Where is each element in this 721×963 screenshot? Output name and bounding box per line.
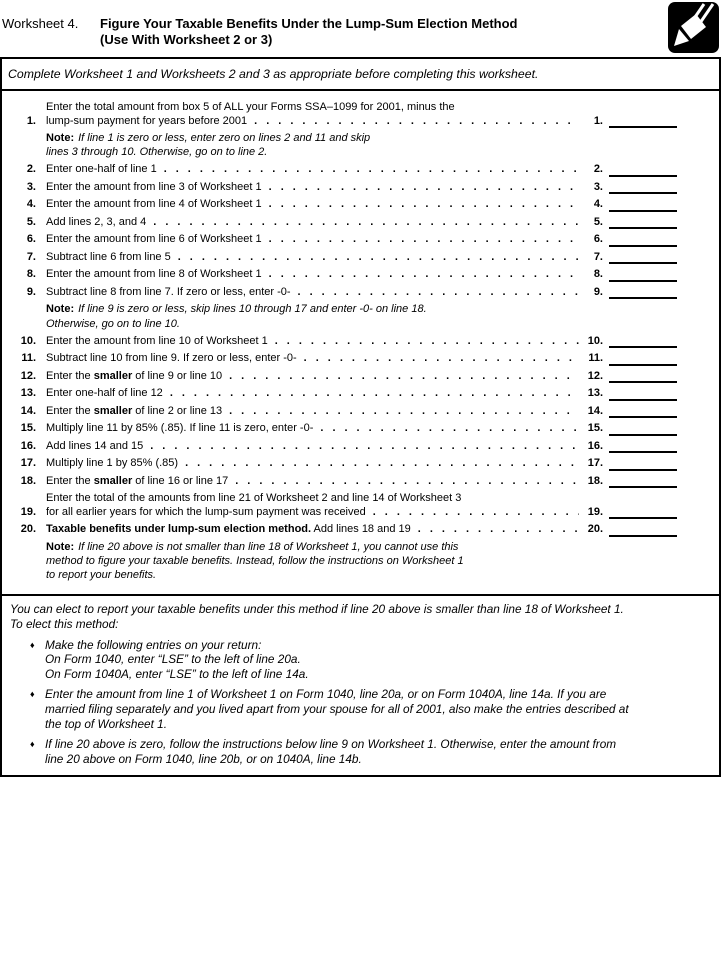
dot-leader [170, 387, 579, 401]
worksheet-line [14, 457, 719, 471]
worksheet-line-item [14, 251, 719, 265]
entry [579, 233, 719, 247]
line-number: 11. [21, 352, 36, 365]
line-text-segment: Add lines 18 and 19 [311, 523, 411, 536]
line-text [46, 440, 579, 454]
bullet-text-line: Make the following entries on your return: [45, 637, 262, 652]
entry [579, 198, 719, 212]
entry [579, 163, 719, 177]
line-text-segment: Enter the amount from line 6 of Worksheet 1 [46, 233, 262, 246]
entry-blank[interactable] [609, 354, 677, 366]
dot-leader [235, 475, 579, 489]
worksheet-box [0, 89, 721, 596]
line-text [46, 198, 579, 212]
worksheet-line [14, 475, 719, 489]
line-text-segment: Enter the [46, 474, 94, 487]
entry-number: 18. [587, 474, 603, 487]
line-text-row [46, 181, 579, 195]
line-text-row [46, 457, 579, 471]
entry [579, 352, 719, 366]
worksheet-line [14, 163, 719, 177]
bullet-icon: ♦ [30, 639, 35, 650]
note-line [46, 302, 719, 316]
line-number: 6. [26, 233, 36, 246]
note-line [46, 317, 719, 331]
note-line [46, 554, 719, 568]
line-number: 17. [20, 457, 36, 470]
worksheet-line [14, 492, 719, 519]
line-text [46, 422, 579, 436]
line-text-segment: of line 2 or line 13 [132, 404, 223, 417]
note-text: If line 20 above is not smaller than line 18 of Worksheet 1, you cannot use this [78, 540, 459, 553]
note-line [46, 568, 719, 582]
dot-leader [304, 352, 579, 366]
line-text [46, 163, 579, 177]
note-text: If line 9 is zero or less, skip lines 10 through 17 and enter -0- on line 18. [78, 303, 427, 316]
line-text-row [46, 286, 579, 300]
entry [579, 370, 719, 384]
line-text [46, 101, 579, 128]
entry [579, 286, 719, 300]
election-intro-line: You can elect to report your taxable benefits under this method if line 20 above is smaller than line 18 of Worksheet 1. [10, 602, 624, 617]
line-text-segment: Subtract line 10 from line 9. If zero or less, enter -0- [46, 352, 297, 365]
bullet-icon: ♦ [30, 739, 35, 750]
line-text-row [46, 115, 579, 129]
line-text-segment: smaller [93, 474, 133, 487]
dot-leader [269, 233, 579, 247]
intro-box [0, 57, 721, 91]
line-text-row [46, 506, 579, 520]
worksheet-title-line2: (Use With Worksheet 2 or 3) [100, 32, 273, 47]
line-number: 4. [26, 198, 36, 211]
worksheet-line-item [14, 163, 719, 177]
entry-number: 19. [587, 505, 603, 518]
line-text-segment: Subtract line 6 from line 5 [46, 250, 171, 263]
line-text-row [46, 370, 579, 384]
bullet-icon: ♦ [30, 689, 35, 700]
entry-blank[interactable] [609, 406, 677, 418]
line-note [46, 540, 719, 583]
entry [579, 440, 719, 454]
line-text-segment: Enter one-half of line 1 [46, 163, 157, 176]
line-number: 15. [20, 422, 36, 435]
bullet-text [45, 638, 711, 682]
line-text [46, 492, 579, 519]
worksheet-line-item [14, 405, 719, 419]
entry-blank[interactable] [609, 459, 677, 471]
line-text [46, 370, 579, 384]
entry-number: 16. [587, 439, 603, 452]
entry-number: 10. [587, 334, 603, 347]
line-text [46, 233, 579, 247]
dot-leader [254, 115, 579, 129]
entry-number: 12. [587, 369, 603, 382]
worksheet-line-item [14, 198, 719, 212]
dot-leader [178, 251, 579, 265]
line-text-row [46, 492, 579, 506]
dot-leader [153, 216, 579, 230]
line-text [46, 457, 579, 471]
worksheet-lines [14, 101, 719, 582]
election-box [0, 594, 721, 777]
line-text-row [46, 163, 579, 177]
line-text [46, 268, 579, 282]
worksheet-line [14, 352, 719, 366]
entry-number: 15. [587, 422, 603, 435]
entry [579, 457, 719, 471]
worksheet-title-line1: Figure Your Taxable Benefits Under the Lump-Sum Election Method [100, 16, 518, 31]
line-text-segment: Multiply line 1 by 85% (.85) [46, 457, 179, 470]
pencil-icon [668, 2, 719, 53]
line-text-segment: Enter the amount from line 10 of Worksheet 1 [46, 334, 268, 347]
note-line [46, 131, 719, 145]
worksheet-line-item [14, 475, 719, 489]
worksheet-line-item [14, 440, 719, 454]
line-text-row [46, 216, 579, 230]
line-text-segment: Multiply line 11 by 85% (.85). If line 11 is zero, enter -0- [46, 422, 314, 435]
bullet-item [30, 638, 711, 682]
entry-number: 4. [593, 198, 603, 211]
line-text [46, 181, 579, 195]
line-text-segment: lump-sum payment for years before 2001 [46, 114, 248, 127]
worksheet-line [14, 387, 719, 401]
note-text: method to figure your taxable benefits. Instead, follow the instructions on Worksheet 1 [46, 555, 464, 568]
election-intro [10, 602, 711, 631]
dot-leader [229, 405, 579, 419]
entry [579, 251, 719, 265]
line-text-row [46, 422, 579, 436]
line-number: 3. [26, 180, 36, 193]
dot-leader [269, 268, 579, 282]
line-text-row [46, 440, 579, 454]
worksheet-line [14, 251, 719, 265]
dot-leader [269, 181, 579, 195]
line-text-segment: of line 16 or line 17 [132, 474, 229, 487]
line-note [46, 131, 719, 159]
line-text-segment: for all earlier years for which the lump-sum payment was received [46, 505, 366, 518]
bullet-text-line: married filing separately and you lived apart from your spouse for all of 2001, also make the entries described at [45, 701, 629, 716]
line-text-row [46, 475, 579, 489]
line-text [46, 251, 579, 265]
line-text-row [46, 352, 579, 366]
worksheet-line-item [14, 181, 719, 195]
bullet-text-line: the top of Worksheet 1. [45, 716, 167, 731]
line-text-row [46, 335, 579, 349]
entry-blank[interactable] [609, 116, 677, 128]
entry-number: 17. [587, 457, 603, 470]
dot-leader [373, 506, 579, 520]
dot-leader [185, 457, 579, 471]
entry-blank[interactable] [609, 507, 677, 519]
entry [579, 335, 719, 349]
line-text-segment: Enter the amount from line 4 of Worksheet 1 [46, 198, 262, 211]
line-text [46, 387, 579, 401]
worksheet-line [14, 216, 719, 230]
dot-leader [418, 523, 579, 537]
line-text [46, 475, 579, 489]
line-number: 12. [20, 369, 36, 382]
entry [579, 387, 719, 401]
note-line [46, 145, 719, 159]
entry-blank[interactable] [609, 389, 677, 401]
entry-blank[interactable] [609, 252, 677, 264]
line-text [46, 335, 579, 349]
worksheet-line-item [14, 268, 719, 282]
line-text-row [46, 523, 579, 537]
bullet-item [30, 737, 711, 766]
line-text-row [46, 251, 579, 265]
entry-number: 14. [587, 404, 603, 417]
bullet-text-line: On Form 1040, enter “LSE” to the left of line 20a. [45, 652, 301, 667]
line-number: 14. [20, 404, 36, 417]
line-text [46, 405, 579, 419]
worksheet-line-item [14, 286, 719, 331]
line-note [46, 302, 719, 330]
entry-number: 9. [593, 285, 603, 298]
line-number: 5. [26, 215, 36, 228]
line-number: 10. [20, 334, 36, 347]
worksheet-title [100, 16, 620, 48]
entry-number: 20. [587, 523, 603, 536]
line-text [46, 352, 579, 366]
worksheet-line [14, 198, 719, 212]
entry-blank[interactable] [609, 165, 677, 177]
line-number: 13. [20, 387, 36, 400]
worksheet-line-item [14, 101, 719, 159]
worksheet-line [14, 335, 719, 349]
worksheet-line-item [14, 457, 719, 471]
line-text-row [46, 101, 579, 115]
entry-number: 1. [593, 114, 603, 127]
note-text: Otherwise, go on to line 10. [46, 317, 180, 330]
election-intro-line: To elect this method: [10, 617, 119, 632]
header [0, 0, 721, 48]
entry-blank[interactable] [609, 182, 677, 194]
entry-blank[interactable] [609, 371, 677, 383]
line-number: 8. [26, 268, 36, 281]
entry [579, 115, 719, 129]
note-label: Note: [46, 132, 75, 144]
dot-leader [150, 440, 579, 454]
entry [579, 475, 719, 489]
entry-number: 2. [593, 163, 603, 176]
entry-number: 13. [587, 387, 603, 400]
entry [579, 523, 719, 537]
line-number: 19. [20, 505, 36, 518]
worksheet-line [14, 405, 719, 419]
entry-blank[interactable] [609, 476, 677, 488]
worksheet-line-item [14, 422, 719, 436]
line-text-segment: Add lines 2, 3, and 4 [46, 215, 147, 228]
entry [579, 268, 719, 282]
dot-leader [320, 422, 579, 436]
entry-number: 6. [593, 233, 603, 246]
entry [579, 181, 719, 195]
line-number: 2. [26, 163, 36, 176]
note-text: lines 3 through 10. Otherwise, go on to line 2. [46, 146, 268, 159]
note-text: If line 1 is zero or less, enter zero on lines 2 and 11 and skip [78, 132, 371, 144]
worksheet-line [14, 233, 719, 247]
line-text-segment: Enter the amount from line 3 of Worksheet 1 [46, 180, 262, 193]
line-text [46, 286, 579, 300]
bullet-text-line: Enter the amount from line 1 of Worksheet 1 on Form 1040, line 20a, or on Form 1040A, line 14a. If you are [45, 687, 607, 702]
line-text-row [46, 233, 579, 247]
worksheet-line-item [14, 216, 719, 230]
worksheet-line-item [14, 523, 719, 582]
entry-number: 3. [593, 180, 603, 193]
bullet-text-line: line 20 above on Form 1040, line 20b, or on 1040A, line 14b. [45, 751, 362, 766]
entry-blank[interactable] [609, 336, 677, 348]
worksheet-line-item [14, 233, 719, 247]
note-text: to report your benefits. [46, 569, 157, 582]
worksheet-line-item [14, 370, 719, 384]
line-text-row [46, 405, 579, 419]
note-label: Note: [46, 540, 75, 553]
dot-leader [164, 163, 579, 177]
line-text-segment: Subtract line 8 from line 7. If zero or less, enter -0- [46, 285, 291, 298]
worksheet-line-item [14, 352, 719, 366]
line-number: 20. [20, 523, 36, 536]
worksheet-label: Worksheet 4. [2, 16, 79, 31]
note-line [46, 540, 719, 554]
line-text [46, 523, 579, 537]
worksheet-line-item [14, 335, 719, 349]
bullet-item [30, 687, 711, 731]
entry-blank[interactable] [609, 200, 677, 212]
line-text-row [46, 198, 579, 212]
line-text-segment: of line 9 or line 10 [132, 369, 223, 382]
line-text-segment: smaller [93, 404, 133, 417]
entry-blank[interactable] [609, 235, 677, 247]
worksheet-line [14, 422, 719, 436]
line-number: 9. [26, 285, 36, 298]
line-text-segment: Enter the total of the amounts from line 21 of Worksheet 2 and line 14 of Worksheet 3 [46, 492, 462, 505]
election-bullets [10, 638, 711, 767]
line-text-segment: Enter the amount from line 8 of Worksheet 1 [46, 268, 262, 281]
line-text-segment: smaller [93, 369, 133, 382]
bullet-text [45, 737, 711, 766]
entry-number: 7. [593, 250, 603, 263]
worksheet-line [14, 101, 719, 128]
line-text-segment: Enter the [46, 369, 94, 382]
bullet-text [45, 687, 711, 731]
line-text-segment: Add lines 14 and 15 [46, 439, 144, 452]
entry-number: 8. [593, 268, 603, 281]
line-text-row [46, 387, 579, 401]
line-text-segment: Taxable benefits under lump-sum election method. [46, 523, 312, 536]
entry [579, 405, 719, 419]
dot-leader [298, 286, 579, 300]
entry [579, 216, 719, 230]
entry [579, 506, 719, 520]
dot-leader [229, 370, 579, 384]
entry-blank[interactable] [609, 424, 677, 436]
entry [579, 422, 719, 436]
intro-text: Complete Worksheet 1 and Worksheets 2 and 3 as appropriate before completing this worksheet. [8, 67, 539, 81]
worksheet-line [14, 286, 719, 300]
bullet-text-line: If line 20 above is zero, follow the instructions below line 9 on Worksheet 1. Otherwise, enter the amount from [45, 737, 617, 752]
entry-blank[interactable] [609, 287, 677, 299]
worksheet-line [14, 523, 719, 537]
entry-number: 5. [593, 215, 603, 228]
bullet-text-line: On Form 1040A, enter “LSE” to the left of line 14a. [45, 666, 309, 681]
worksheet-line [14, 268, 719, 282]
line-text [46, 216, 579, 230]
line-number: 1. [26, 114, 36, 127]
line-number: 18. [20, 474, 36, 487]
worksheet-line-item [14, 387, 719, 401]
worksheet-line [14, 440, 719, 454]
dot-leader [275, 335, 579, 349]
dot-leader [269, 198, 579, 212]
worksheet-line-item [14, 492, 719, 519]
entry-number: 11. [588, 352, 603, 365]
line-text-segment: Enter the total amount from box 5 of ALL your Forms SSA–1099 for 2001, minus the [46, 101, 455, 113]
line-text-row [46, 268, 579, 282]
entry-blank[interactable] [609, 525, 677, 537]
entry-blank[interactable] [609, 441, 677, 453]
worksheet-line [14, 370, 719, 384]
note-label: Note: [46, 303, 75, 316]
line-number: 7. [26, 250, 36, 263]
line-text-segment: Enter one-half of line 12 [46, 387, 163, 400]
entry-blank[interactable] [609, 217, 677, 229]
worksheet-line [14, 181, 719, 195]
line-text-segment: Enter the [46, 404, 94, 417]
entry-blank[interactable] [609, 270, 677, 282]
line-number: 16. [20, 439, 36, 452]
